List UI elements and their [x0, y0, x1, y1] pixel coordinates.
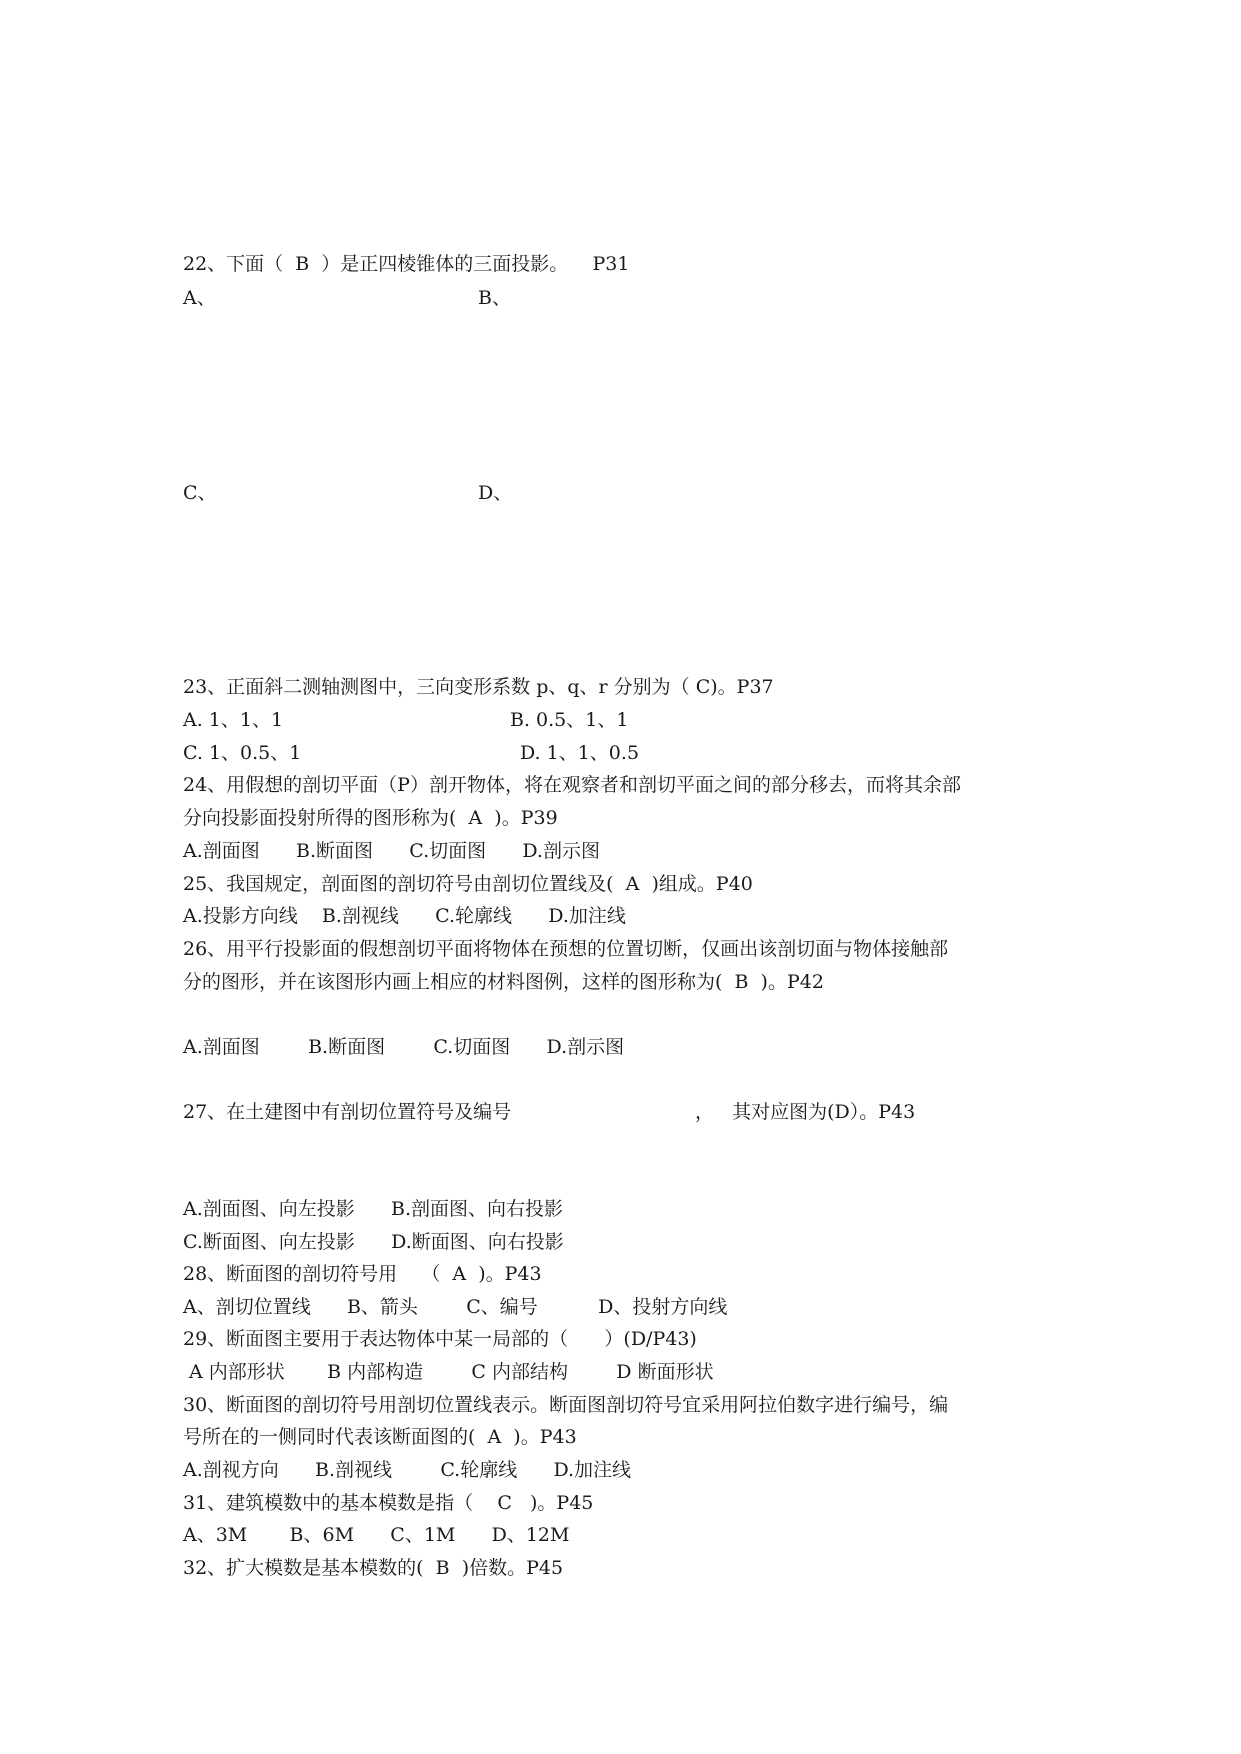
q23-option-a: A. 1、1、1 — [183, 709, 284, 731]
q27-options-row-1: A.剖面图、向左投影 B.剖面图、向右投影 — [183, 1198, 564, 1220]
question-24-line-2: 分向投影面投射所得的图形称为( A )。P39 — [183, 807, 558, 829]
question-30-line-2: 号所在的一侧同时代表该断面图的( A )。P43 — [183, 1426, 577, 1448]
q22-option-a: A、 — [183, 287, 216, 309]
question-27: 27、在土建图中有剖切位置符号及编号 — [183, 1101, 512, 1123]
question-29: 29、断面图主要用于表达物体中某一局部的（ ）(D/P43) — [183, 1328, 697, 1350]
q22-option-c: C、 — [183, 482, 217, 504]
q23-option-d: D. 1、1、0.5 — [520, 742, 640, 764]
q31-options: A、3M B、6M C、1M D、12M — [183, 1524, 570, 1546]
question-22: 22、下面（ B ）是正四棱锥体的三面投影。 P31 — [183, 253, 630, 275]
question-27-tail: ， 其对应图为(D）。P43 — [695, 1101, 916, 1123]
q28-options: A、剖切位置线 B、箭头 C、编号 D、投射方向线 — [183, 1296, 728, 1318]
q30-options: A.剖视方向 B.剖视线 C.轮廓线 D.加注线 — [183, 1459, 632, 1481]
q27-options-row-2: C.断面图、向左投影 D.断面图、向右投影 — [183, 1231, 564, 1253]
q26-options: A.剖面图 B.断面图 C.切面图 D.剖示图 — [183, 1036, 625, 1058]
q22-option-d: D、 — [478, 482, 513, 504]
question-25: 25、我国规定，剖面图的剖切符号由剖切位置线及( A )组成。P40 — [183, 873, 753, 895]
q23-option-c: C. 1、0.5、1 — [183, 742, 302, 764]
q25-options: A.投影方向线 B.剖视线 C.轮廓线 D.加注线 — [183, 905, 626, 927]
question-30-line-1: 30、断面图的剖切符号用剖切位置线表示。断面图剖切符号宜采用阿拉伯数字进行编号，编 — [183, 1394, 949, 1416]
question-23: 23、正面斜二测轴测图中，三向变形系数 p、q、r 分别为（ C)。P37 — [183, 676, 774, 698]
question-26-line-2: 分的图形，并在该图形内画上相应的材料图例，这样的图形称为( B )。P42 — [183, 971, 824, 993]
q29-options: A 内部形状 B 内部构造 C 内部结构 D 断面形状 — [183, 1361, 714, 1383]
q24-options: A.剖面图 B.断面图 C.切面图 D.剖示图 — [183, 840, 600, 862]
question-32: 32、扩大模数是基本模数的( B )倍数。P45 — [183, 1557, 564, 1579]
question-31: 31、建筑模数中的基本模数是指（ C )。P45 — [183, 1492, 594, 1514]
question-28: 28、断面图的剖切符号用 （ A )。P43 — [183, 1263, 542, 1285]
question-26-line-1: 26、用平行投影面的假想剖切平面将物体在预想的位置切断，仅画出该剖切面与物体接触部 — [183, 938, 949, 960]
q22-option-b: B、 — [478, 287, 511, 309]
question-24-line-1: 24、用假想的剖切平面（P）剖开物体，将在观察者和剖切平面之间的部分移去，而将其余部 — [183, 774, 961, 796]
q23-option-b: B. 0.5、1、1 — [510, 709, 629, 731]
